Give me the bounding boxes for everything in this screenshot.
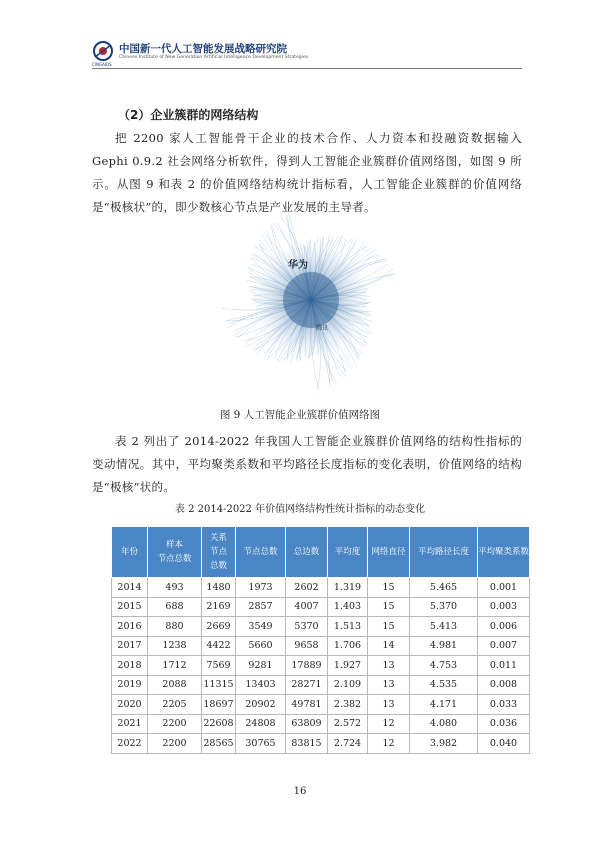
table-cell: 4.080 (410, 714, 478, 734)
table-row (112, 714, 530, 734)
table-cell: 2015 (112, 597, 148, 617)
table-cell: 2169 (202, 597, 236, 617)
table-cell: 15 (368, 597, 410, 617)
table-row (112, 675, 530, 695)
table-cell: 13 (368, 656, 410, 676)
table-cell: 17889 (286, 656, 328, 676)
table-cell: 63809 (286, 714, 328, 734)
table-cell: 0.036 (478, 714, 530, 734)
section-title: （2）企业簇群的网络结构 (118, 108, 259, 122)
page-number: 16 (293, 786, 307, 797)
table-cell: 1.403 (328, 597, 368, 617)
table-cell: 2602 (286, 578, 328, 598)
table-cell: 83815 (286, 734, 328, 754)
table-cell: 1973 (236, 578, 286, 598)
table-cell: 49781 (286, 695, 328, 715)
table-cell: 12 (368, 734, 410, 754)
table-cell: 1238 (148, 636, 202, 656)
table-row (112, 695, 530, 715)
network-label-main: 华为 (288, 260, 308, 271)
table-header-cell: 关系 节点 总数 (202, 527, 236, 578)
table-row (112, 617, 530, 637)
table-cell: 15 (368, 617, 410, 637)
table-cell: 9281 (236, 656, 286, 676)
table-header-cell: 节点总数 (236, 527, 286, 578)
table-header-cell: 平均路径长度 (410, 527, 478, 578)
network-stats-table (111, 526, 530, 754)
table-cell: 2019 (112, 675, 148, 695)
brand-abbrev: CINGAIDS (92, 62, 112, 67)
brand-name-en: Chinese Institute of New Generation Artificial Intelligence Development Strategies (119, 55, 309, 60)
table-cell: 0.001 (478, 578, 530, 598)
table-cell: 9658 (286, 636, 328, 656)
table-cell: 2017 (112, 636, 148, 656)
table-header-cell: 平均聚类系数 (478, 527, 530, 578)
table-cell: 4422 (202, 636, 236, 656)
table-cell: 4.171 (410, 695, 478, 715)
institute-logo-icon (92, 40, 114, 62)
table-cell: 5.370 (410, 597, 478, 617)
table-cell: 2200 (148, 714, 202, 734)
table-header-cell: 平均度 (328, 527, 368, 578)
table-cell: 493 (148, 578, 202, 598)
table-cell: 2020 (112, 695, 148, 715)
table-cell: 13 (368, 695, 410, 715)
table-cell: 2016 (112, 617, 148, 637)
table-cell: 688 (148, 597, 202, 617)
value-network-graph (218, 212, 404, 398)
table-caption: 表 2 2014-2022 年价值网络结构性统计指标的动态变化 (174, 504, 426, 515)
table-cell: 2205 (148, 695, 202, 715)
table-cell: 5370 (286, 617, 328, 637)
table-cell: 20902 (236, 695, 286, 715)
figure-caption: 图 9 人工智能企业簇群价值网络图 (219, 409, 381, 421)
table-row (112, 734, 530, 754)
table-cell: 0.008 (478, 675, 530, 695)
table-cell: 0.006 (478, 617, 530, 637)
table-row (112, 578, 530, 598)
paragraph-intro: 把 2200 家人工智能骨干企业的技术合作、人力资本和投融资数据输入 Gephi 0.9.2 社会网络分析软件，得到人工智能企业簇群价值网络图，如图 9 所示。从图 9 和表 2 的价值网络结构统计指标看，人工智能企业簇群的价值网络是“极核状”的，即少数核心节点是产业发展的主导者。 (92, 131, 522, 214)
table-cell: 880 (148, 617, 202, 637)
table-cell: 5.465 (410, 578, 478, 598)
table-cell: 2.724 (328, 734, 368, 754)
table-row (112, 636, 530, 656)
table-cell: 4.753 (410, 656, 478, 676)
table-cell: 0.011 (478, 656, 530, 676)
table-cell: 1712 (148, 656, 202, 676)
paragraph-table-intro: 表 2 列出了 2014-2022 年我国人工智能企业簇群价值网络的结构性指标的变动情况。其中，平均聚类系数和平均路径长度指标的变化表明，价值网络的结构是“极核”状的。 (92, 434, 522, 494)
header-rule (92, 68, 522, 69)
table-cell: 2.382 (328, 695, 368, 715)
table-cell: 2088 (148, 675, 202, 695)
table-cell: 18697 (202, 695, 236, 715)
network-label-secondary: 腾讯 (316, 325, 329, 332)
table-cell: 2200 (148, 734, 202, 754)
table-cell: 2018 (112, 656, 148, 676)
table-cell: 0.040 (478, 734, 530, 754)
table-cell: 5.413 (410, 617, 478, 637)
table-cell: 2014 (112, 578, 148, 598)
table-cell: 1.513 (328, 617, 368, 637)
table-cell: 4.981 (410, 636, 478, 656)
table-cell: 5660 (236, 636, 286, 656)
table-header-cell: 样本 节点总数 (148, 527, 202, 578)
table-cell: 22608 (202, 714, 236, 734)
table-cell: 1.706 (328, 636, 368, 656)
table-cell: 12 (368, 714, 410, 734)
table-cell: 1.927 (328, 656, 368, 676)
table-cell: 28271 (286, 675, 328, 695)
table-cell: 2.572 (328, 714, 368, 734)
table-cell: 0.007 (478, 636, 530, 656)
table-cell: 4007 (286, 597, 328, 617)
table-cell: 0.003 (478, 597, 530, 617)
table-cell: 3549 (236, 617, 286, 637)
table-header-cell: 年份 (112, 527, 148, 578)
table-cell: 14 (368, 636, 410, 656)
table-cell: 24808 (236, 714, 286, 734)
page-header (92, 40, 522, 68)
table-cell: 2.109 (328, 675, 368, 695)
table-cell: 0.033 (478, 695, 530, 715)
table-row (112, 656, 530, 676)
table-header-row (112, 527, 530, 578)
table-cell: 13 (368, 675, 410, 695)
table-cell: 15 (368, 578, 410, 598)
table-cell: 2022 (112, 734, 148, 754)
table-cell: 4.535 (410, 675, 478, 695)
brand-name-cn: 中国新一代人工智能发展战略研究院 (119, 43, 287, 55)
table-cell: 3.982 (410, 734, 478, 754)
table-cell: 2021 (112, 714, 148, 734)
table-header-cell: 网络直径 (368, 527, 410, 578)
table-cell: 13403 (236, 675, 286, 695)
table-cell: 2857 (236, 597, 286, 617)
table-cell: 30765 (236, 734, 286, 754)
table-body (112, 578, 530, 754)
table-cell: 28565 (202, 734, 236, 754)
table-cell: 11315 (202, 675, 236, 695)
table-cell: 2669 (202, 617, 236, 637)
table-cell: 7569 (202, 656, 236, 676)
table-row (112, 597, 530, 617)
table-cell: 1.319 (328, 578, 368, 598)
table-cell: 1480 (202, 578, 236, 598)
table-header-cell: 总边数 (286, 527, 328, 578)
